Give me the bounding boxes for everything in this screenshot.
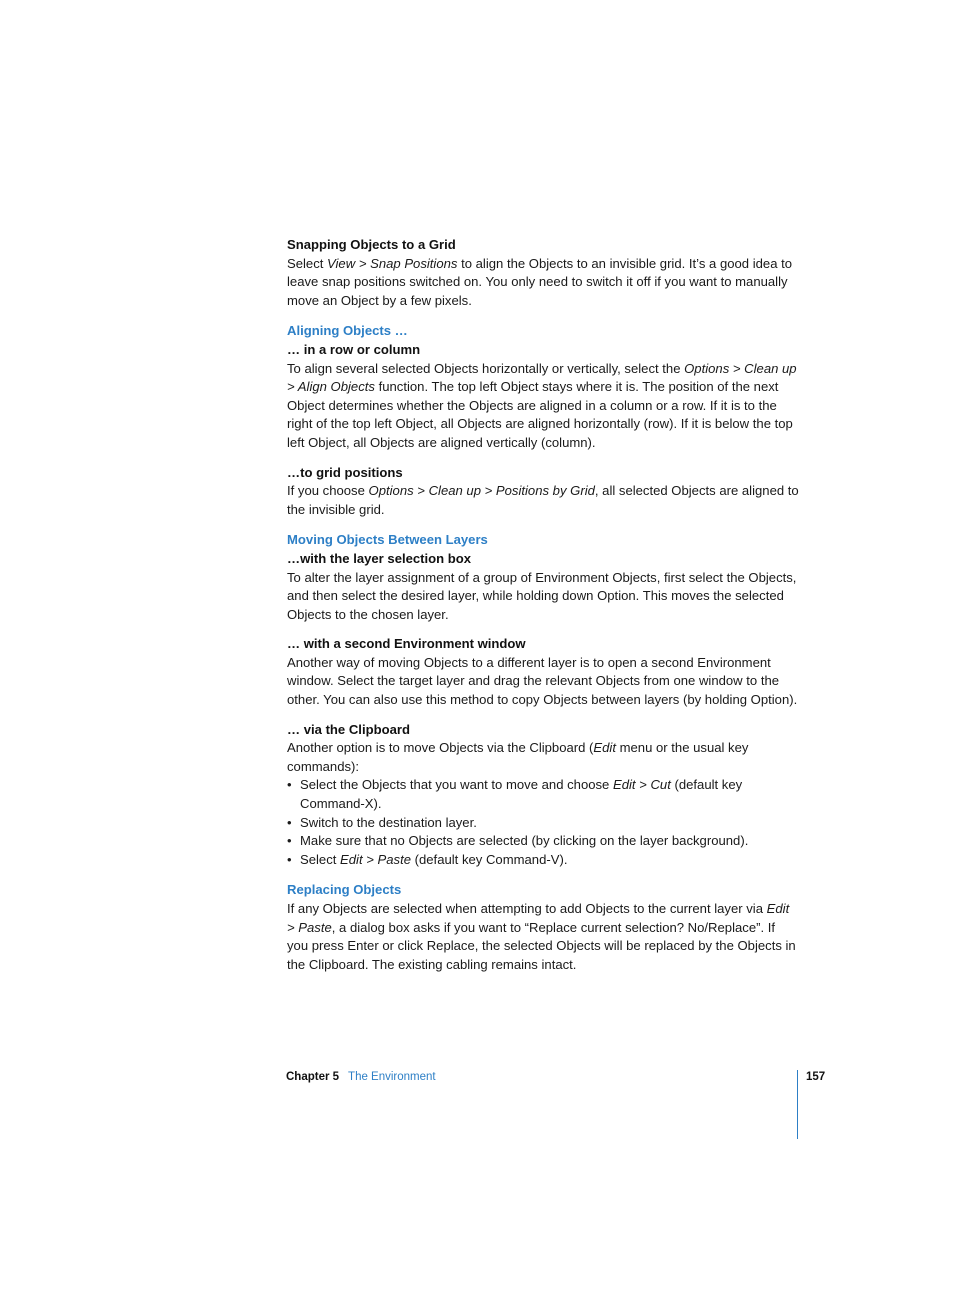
snapping-paragraph: Select View > Snap Positions to align the Objects to an invisible grid. It’s a good idea to leave snap positions switched on. You only need to switch it off if you want to manually move an Object by a few pixels. bbox=[287, 255, 793, 308]
heading-aligning: Aligning Objects … bbox=[287, 323, 408, 339]
second-window-paragraph: Another way of moving Objects to a different layer is to open a second Environment window. Select the target layer and drag the relevant Objects from one window to the other. You can also use this method to copy Objects between layers (by holding Option). bbox=[287, 654, 798, 708]
heading-snapping: Snapping Objects to a Grid bbox=[287, 237, 456, 252]
subheading-row-column: … in a row or column bbox=[287, 341, 421, 357]
clipboard-paragraph: Another option is to move Objects via the Clipboard (Edit menu or the usual key commands): bbox=[287, 740, 749, 774]
replacing-paragraph: If any Objects are selected when attempting to add Objects to the current layer via Edit > Paste, a dialog box asks if you want to “Replace current selection? No/Replace”. If you press Enter or click Replace, the selected Objects will be replaced by the Objects in the Clipboard. The existing cabling remains intact. bbox=[287, 901, 796, 972]
footer-chapter-title: The Environment bbox=[348, 1071, 436, 1083]
bullet-icon: • bbox=[287, 814, 292, 830]
list-item: • Select the Objects that you want to move and choose Edit > Cut (default key Command-X). bbox=[287, 777, 743, 812]
bullet-icon: • bbox=[287, 777, 292, 793]
bullet-icon: • bbox=[287, 833, 292, 849]
page-number: 157 bbox=[806, 1071, 826, 1083]
list-item: • Select Edit > Paste (default key Command-V). bbox=[287, 851, 799, 870]
page-content bbox=[287, 236, 799, 974]
grid-positions-paragraph: If you choose Options > Clean up > Positions by Grid, all selected Objects are aligned to the invisible grid. bbox=[287, 483, 799, 517]
heading-replacing: Replacing Objects bbox=[287, 882, 402, 898]
subheading-grid-positions: …to grid positions bbox=[287, 464, 403, 480]
subheading-layer-selection-box: …with the layer selection box bbox=[287, 550, 472, 566]
footer-chapter: Chapter 5 bbox=[286, 1071, 340, 1083]
layer-selection-paragraph: To alter the layer assignment of a group of Environment Objects, first select the Objects, and then select the desired layer, while holding down Option. This moves the selected Objects to the chosen layer. bbox=[287, 569, 797, 622]
clipboard-steps-list bbox=[287, 776, 799, 869]
subheading-second-window: … with a second Environment window bbox=[287, 636, 526, 652]
list-item: • Make sure that no Objects are selected (by clicking on the layer background). bbox=[287, 832, 799, 851]
row-column-paragraph: To align several selected Objects horizontally or vertically, select the Options > Clean up > Align Objects function. The top left Object stays where it is. The position of the next Object determines whether the Objects are aligned in a column or a row. If it is to the right of the top left Object, all Objects are aligned horizontally (row). If it is below the top left Object, all Objects are aligned vertically (column). bbox=[287, 360, 797, 450]
footer-divider bbox=[797, 1070, 798, 1139]
subheading-clipboard: … via the Clipboard bbox=[287, 721, 410, 737]
page-footer bbox=[286, 1068, 436, 1086]
list-item: • Switch to the destination layer. bbox=[287, 814, 799, 833]
bullet-icon: • bbox=[287, 851, 292, 867]
heading-moving: Moving Objects Between Layers bbox=[287, 532, 488, 548]
